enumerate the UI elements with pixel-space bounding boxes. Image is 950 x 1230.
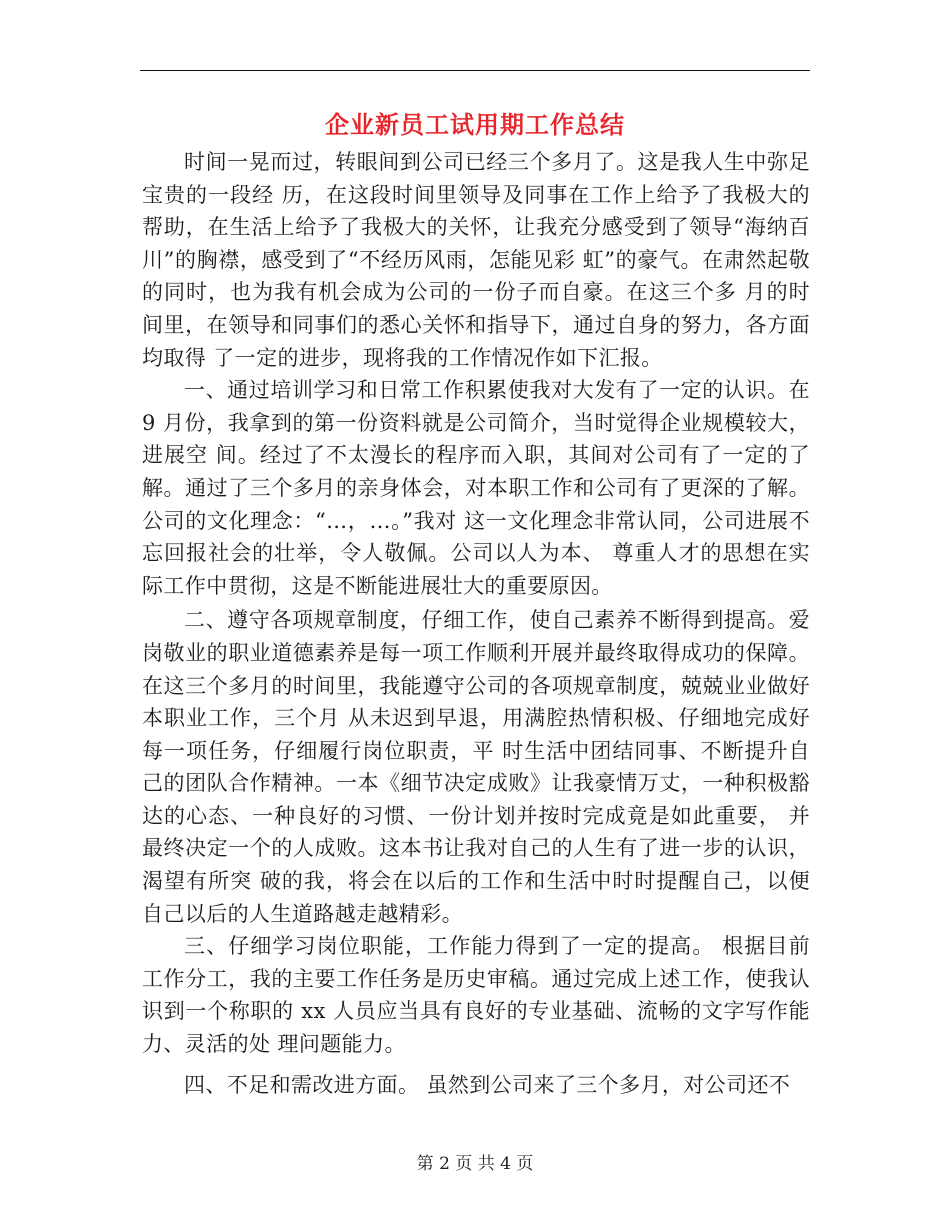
paragraph-section-2: 二、遵守各项规章制度，仔细工作，使自己素养不断得到提高。爱岗敬业的职业道德素养是每一项工作顺利开展并最终取得成功的保障。在这三个多月的时间里，我能遵守公司的各项规章制度，兢兢业业做好本职业工作，三个月 从未迟到早退，用满腔热情积极、仔细地完成好每一项任务，仔细履行岗位职责，平 时生活中团结同事、不断提升自己的团队合作精神。一本《细节决定成败》让我豪情万丈，一种积极豁达的心态、一种良好的习惯、一份计划并按时完成竟是如此重要， 并最终决定一个的人成败。这本书让我对自己的人生有了进一步的认识，渴望有所突 破的我，将会在以后的工作和生活中时时提醒自己，以便自己以后的人生道路越走越精彩。 (142, 608, 810, 926)
paragraph-intro: 时间一晃而过，转眼间到公司已经三个多月了。这是我人生中弥足宝贵的一段经 历，在这段时间里领导及同事在工作上给予了我极大的帮助，在生活上给予了我极大的关怀，让我充分感受到了领导“海纳百川”的胸襟，感受到了“不经历风雨，怎能见彩 虹”的豪气。在肃然起敬的同时，也为我有机会成为公司的一份子而自豪。在这三个多 月的时间里，在领导和同事们的悉心关怀和指导下，通过自身的努力，各方面均取得 了一定的进步，现将我的工作情况作如下汇报。 (142, 150, 810, 370)
header-rule (140, 70, 810, 71)
document-title: 企业新员工试用期工作总结 (325, 110, 625, 139)
paragraph-section-4: 四、不足和需改进方面。 虽然到公司来了三个多月，对公司还不 (184, 1072, 791, 1097)
paragraph-section-1: 一、通过培训学习和日常工作积累使我对大发有了一定的认识。在 9 月份，我拿到的第一份资料就是公司简介，当时觉得企业规模较大，进展空 间。经过了不太漫长的程序而入职，其间对公司有了一定的了解。通过了三个多月的亲身体会，对本职工作和公司有了更深的了解。公司的文化理念：“…，…。”我对 这一文化理念非常认同，公司进展不忘回报社会的壮举，令人敬佩。公司以人为本、 尊重人才的思想在实际工作中贯彻，这是不断能进展壮大的重要原因。 (142, 378, 810, 598)
page-number: 第 2 页 共 4 页 (416, 1154, 534, 1174)
document-body (142, 146, 810, 1101)
paragraph-section-3: 三、仔细学习岗位职能，工作能力得到了一定的提高。 根据目前工作分工，我的主要工作任务是历史审稿。通过完成上述工作，使我认识到一个称职的 xx 人员应当具有良好的专业基础、流畅的文字写作能力、灵活的处 理问题能力。 (142, 934, 810, 1057)
